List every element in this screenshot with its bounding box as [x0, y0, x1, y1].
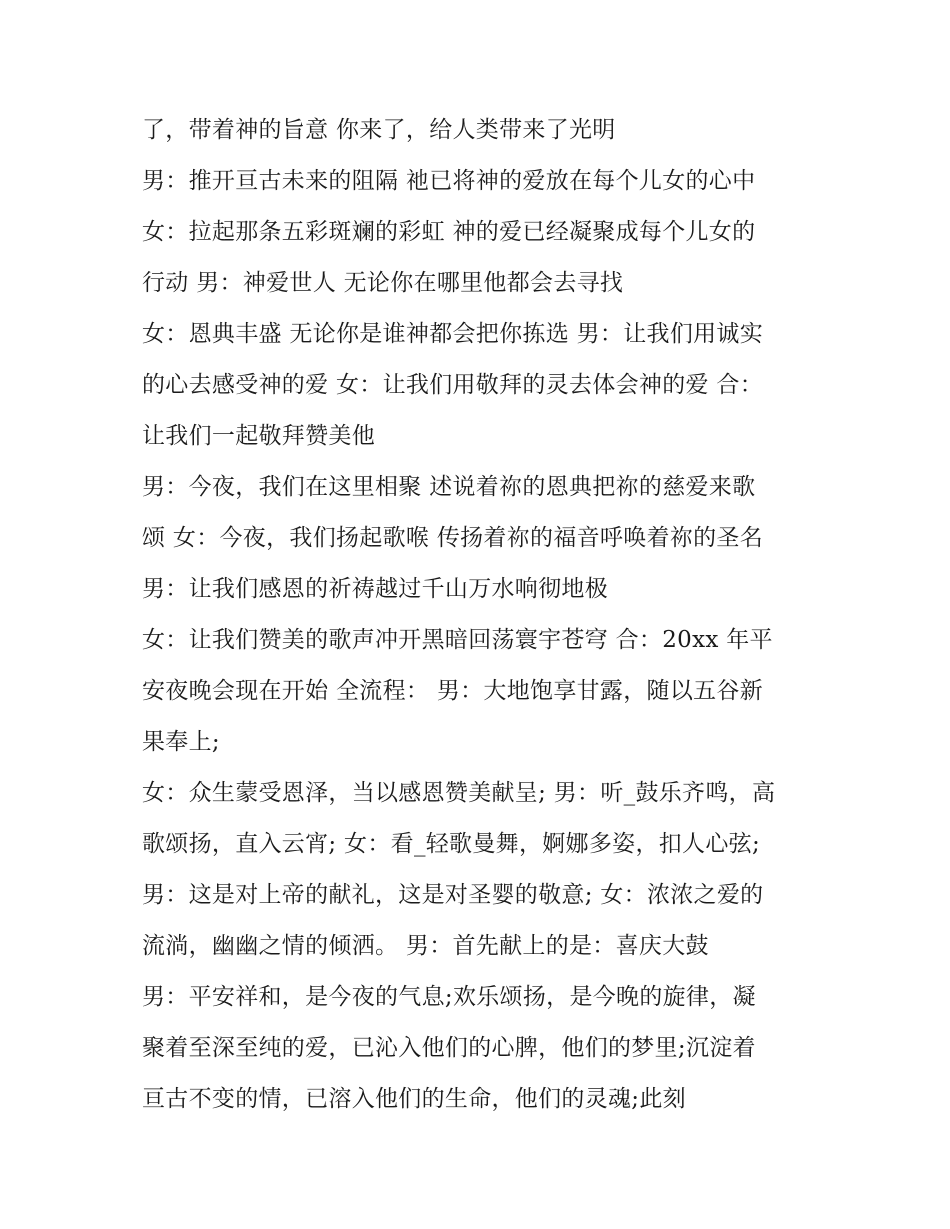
text-line: 女：众生蒙受恩泽，当以感恩赞美献呈; 男：听_鼓乐齐鸣，高: [142, 780, 776, 806]
text-line: 男：平安祥和，是今夜的气息;欢乐颂扬，是今晚的旋律，凝: [142, 984, 756, 1010]
text-line: 男：今夜，我们在这里相聚 述说着祢的恩典把祢的慈爱来歌: [142, 474, 756, 500]
text-line: 男：这是对上帝的献礼，这是对圣婴的敬意; 女：浓浓之爱的: [142, 882, 764, 908]
text-line: 果奉上;: [142, 729, 220, 755]
text-line: 聚着至深至纯的爱，已沁入他们的心脾，他们的梦里;沉淀着: [142, 1035, 756, 1061]
text-line: 歌颂扬，直入云宵; 女：看_轻歌曼舞，婀娜多姿，扣人心弦;: [142, 831, 761, 857]
text-line: 的心去感受神的爱 女：让我们用敬拜的灵去体会神的爱 合：: [142, 372, 764, 398]
document-body: [142, 105, 842, 1125]
text-line: 男：推开亘古未来的阻隔 祂已将神的爱放在每个儿女的心中: [142, 168, 756, 194]
text-line: 流淌，幽幽之情的倾洒。 男：首先献上的是：喜庆大鼓: [142, 933, 709, 959]
text-line: 男：让我们感恩的祈祷越过千山万水响彻地极: [142, 576, 608, 602]
text-line: 女：拉起那条五彩斑斓的彩虹 神的爱已经凝聚成每个儿女的: [142, 219, 756, 245]
text-line: 女：让我们赞美的歌声冲开黑暗回荡寰宇苍穹 合：20xx 年平: [142, 627, 773, 653]
text-line: 安夜晚会现在开始 全流程： 男：大地饱享甘露，随以五谷新: [142, 678, 764, 704]
text-line: 行动 男：神爱世人 无论你在哪里他都会去寻找: [142, 270, 624, 296]
text-line: 颂 女：今夜，我们扬起歌喉 传扬着祢的福音呼唤着祢的圣名: [142, 525, 764, 551]
text-line: 亘古不变的情，已溶入他们的生命，他们的灵魂;此刻: [142, 1086, 686, 1112]
text-line: 让我们一起敬拜赞美他: [142, 423, 375, 449]
text-line: 女：恩典丰盛 无论你是谁神都会把你拣选 男：让我们用诚实: [142, 321, 764, 347]
text-line: 了，带着神的旨意 你来了，给人类带来了光明: [142, 117, 616, 143]
